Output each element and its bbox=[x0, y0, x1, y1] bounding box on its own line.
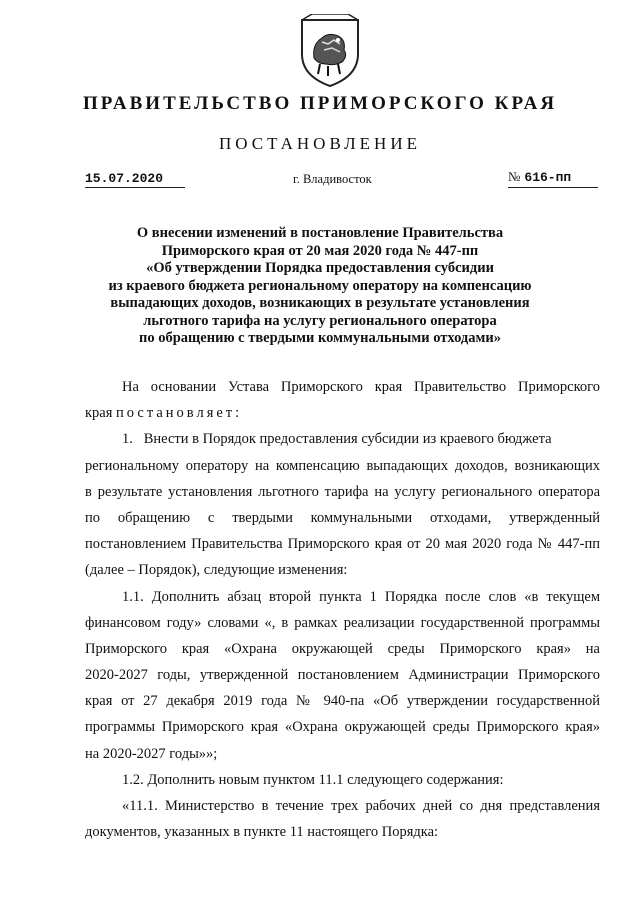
paragraph-line: на 2020-2027 годы»»; bbox=[85, 745, 218, 762]
subject-line: из краевого бюджета региональному оператору на компенсацию bbox=[108, 277, 532, 294]
document-subject bbox=[90, 225, 550, 348]
paragraph-line: финансовом году» словами «, в рамках реализации государственной программы bbox=[85, 614, 600, 631]
subject-line: «Об утверждении Порядка предоставления субсидии bbox=[146, 260, 494, 276]
subject-line: Приморского края от 20 мая 2020 года № 447-пп bbox=[161, 242, 479, 259]
paragraph-line: края от 27 декабря 2019 года № 940-па «Об утверждении государственной bbox=[85, 693, 600, 710]
paragraph-line: Приморского края «Охрана окружающей среды Приморского края» на bbox=[85, 640, 600, 657]
coat-of-arms-icon bbox=[298, 14, 362, 88]
paragraph-line: документов, указанных в пункте 11 настоящего Порядка: bbox=[85, 824, 439, 841]
government-title: ПРАВИТЕЛЬСТВО ПРИМОРСКОГО КРАЯ bbox=[82, 93, 558, 114]
text-fragment: края bbox=[85, 405, 117, 422]
paragraph-line: региональному оператору на компенсацию выпадающих доходов, возникающих bbox=[85, 457, 600, 474]
number-sign: № bbox=[508, 169, 521, 184]
paragraph-line: «11.1. Министерство в течение трех рабочих дней со дня представления bbox=[122, 798, 600, 814]
date-field bbox=[85, 169, 185, 188]
number-field bbox=[508, 169, 598, 188]
decree-word: постановляет: bbox=[116, 405, 243, 422]
paragraph-line: На основании Устава Приморского края Правительство Приморского bbox=[122, 379, 600, 395]
city-label: г. Владивосток bbox=[293, 172, 372, 186]
subject-line: О внесении изменений в постановление Правительства bbox=[136, 225, 504, 241]
document-body bbox=[85, 374, 600, 845]
document-number: 616-пп bbox=[524, 170, 572, 185]
paragraph-line: в результате установления льготного тарифа на услугу регионального оператора bbox=[85, 483, 600, 500]
paragraph-line: по обращению с твердыми коммунальными отходами, утвержденный bbox=[85, 509, 600, 526]
document-date: 15.07.2020 bbox=[85, 171, 164, 186]
paragraph-line: (далее – Порядок), следующие изменения: bbox=[85, 562, 348, 579]
paragraph-line: постановлением Правительства Приморского края от 20 мая 2020 года № 447-пп bbox=[85, 536, 600, 553]
paragraph-line: 1.1. Дополнить абзац второй пункта 1 Порядка после слов «в текущем bbox=[122, 588, 600, 605]
subject-line: льготного тарифа на услугу регионального оператора bbox=[143, 312, 497, 329]
paragraph-line: 2020-2027 годы, утвержденной постановлением Администрации Приморского bbox=[85, 667, 600, 684]
paragraph-line: программы Приморского края «Охрана окружающей среды Приморского края» bbox=[85, 719, 600, 736]
paragraph-line: 1. Внести в Порядок предоставления субсидии из краевого бюджета bbox=[122, 431, 552, 448]
subject-line: выпадающих доходов, возникающих в результате установления bbox=[110, 295, 530, 311]
subject-line: по обращению с твердыми коммунальными отходами» bbox=[139, 330, 501, 346]
document-type: ПОСТАНОВЛЕНИЕ bbox=[218, 134, 421, 153]
paragraph-line: 1.2. Дополнить новым пунктом 11.1 следующего содержания: bbox=[122, 771, 504, 788]
paragraph-line bbox=[85, 400, 600, 426]
